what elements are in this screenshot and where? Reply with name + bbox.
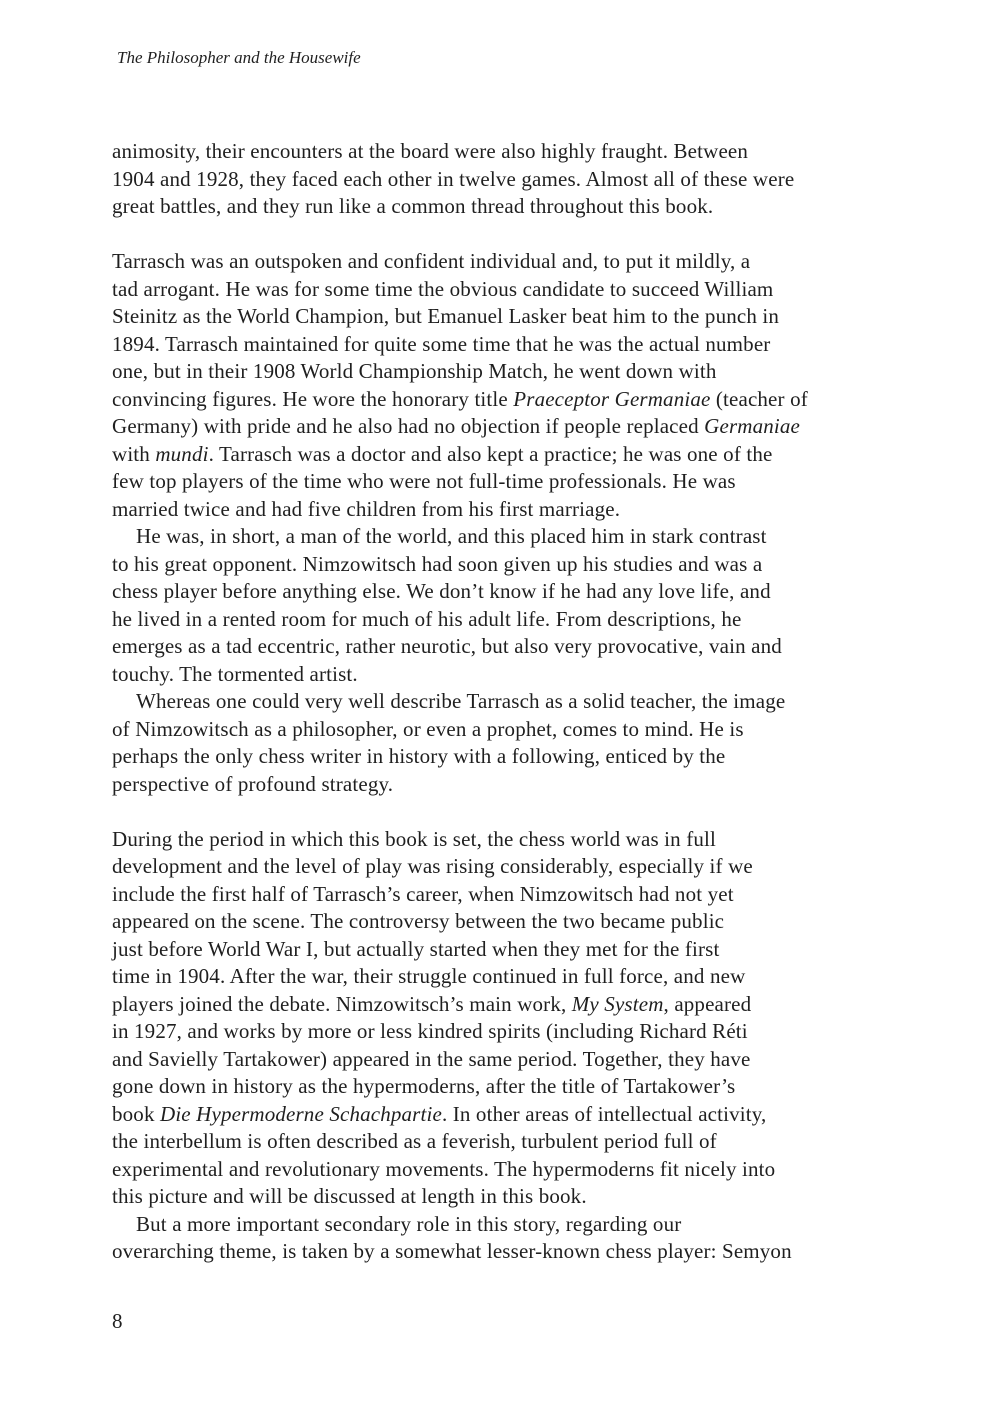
text-segment: 1904 and 1928, they faced each other in twelve games. Almost all of these were [112,166,795,191]
text-segment: players joined the debate. Nimzowitsch’s main work, [112,991,572,1016]
text-segment: time in 1904. After the war, their struggle continued in full force, and new [112,964,746,988]
text-segment: just before World War I, but actually started when they met for the first [112,936,720,961]
text-segment: animosity, their encounters at the board were also highly fraught. Between [112,139,749,163]
text-line [112,936,902,964]
text-line [112,1238,902,1266]
text-line [112,688,902,716]
text-segment: touchy. The tormented artist. [112,661,358,686]
text-segment: overarching theme, is taken by a somewhat lesser-known chess player: Semyon [112,1239,792,1263]
text-segment: few top players of the time who were not full-time professionals. He was [112,469,736,493]
text-line [112,963,902,991]
text-segment: of Nimzowitsch as a philosopher, or even a prophet, comes to mind. He is [112,716,744,741]
text-segment: with [112,441,156,466]
text-line [112,468,902,496]
text-line [112,1073,902,1101]
text-segment: (teacher of [710,386,808,411]
text-segment: great battles, and they run like a common thread throughout this book. [112,194,714,218]
text-segment: convincing figures. He wore the honorary title [112,386,514,411]
text-segment: book [112,1101,160,1126]
text-segment: to his great opponent. Nimzowitsch had soon given up his studies and was a [112,551,763,576]
text-segment: Germany) with pride and he also had no objection if people replaced [112,414,705,438]
text-line [112,193,902,221]
text-line [112,166,902,194]
text-segment: During the period in which this book is set, the chess world was in full [112,826,716,851]
italic-text: Germaniae [704,414,801,438]
text-segment: this picture and will be discussed at length in this book. [112,1184,587,1208]
text-line [112,716,902,744]
text-segment: married twice and had five children from his first marriage. [112,496,621,521]
text-segment: in 1927, and works by more or less kindred spirits (including Richard Réti [112,1019,748,1043]
text-line [112,881,902,909]
italic-text: mundi [155,441,209,466]
text-segment: gone down in history as the hypermoderns, after the title of Tartakower’s [112,1074,736,1098]
paragraph-gap [112,221,902,249]
text-segment: But a more important secondary role in this story, regarding our [136,1211,682,1236]
text-line [112,606,902,634]
text-line [112,496,902,524]
paragraph-gap [112,798,902,826]
text-line [112,1046,902,1074]
text-line [112,633,902,661]
text-line [112,771,902,799]
text-segment: he lived in a rented room for much of his adult life. From descriptions, he [112,606,742,631]
text-segment: perspective of profound strategy. [112,771,394,796]
text-segment: Steinitz as the World Champion, but Emanuel Lasker beat him to the punch in [112,304,780,328]
text-line [112,661,902,689]
text-line [112,991,902,1019]
text-segment: Tarrasch was an outspoken and confident individual and, to put it mildly, a [112,249,751,273]
text-segment: , appeared [663,991,752,1016]
text-line [112,1183,902,1211]
text-line [112,551,902,579]
italic-text: My System [571,991,664,1016]
text-segment: tad arrogant. He was for some time the obvious candidate to succeed William [112,276,774,301]
text-line [112,276,902,304]
text-line [112,523,902,551]
text-segment: perhaps the only chess writer in history with a following, enticed by the [112,744,726,768]
text-segment: experimental and revolutionary movements. The hypermoderns fit nicely into [112,1156,776,1181]
text-line [112,358,902,386]
body-text [112,138,902,1266]
text-line [112,826,902,854]
text-segment: 1894. Tarrasch maintained for quite some time that he was the actual number [112,331,771,356]
text-line [112,248,902,276]
text-line [112,743,902,771]
text-line [112,908,902,936]
text-line [112,1128,902,1156]
text-line [112,578,902,606]
page-number: 8 [112,1309,123,1333]
text-line [112,303,902,331]
italic-text: Praeceptor Germaniae [513,386,711,411]
text-segment: chess player before anything else. We don’t know if he had any love life, and [112,579,771,603]
text-line [112,386,902,414]
text-line [112,413,902,441]
text-segment: and Savielly Tartakower) appeared in the same period. Together, they have [112,1046,751,1071]
text-segment: Whereas one could very well describe Tarrasch as a solid teacher, the image [136,689,786,713]
text-segment: development and the level of play was rising considerably, especially if we [112,854,753,878]
text-line [112,853,902,881]
text-segment: . In other areas of intellectual activity, [441,1101,767,1126]
text-line [112,441,902,469]
text-segment: . Tarrasch was a doctor and also kept a practice; he was one of the [208,441,773,466]
text-line [112,1018,902,1046]
running-head: The Philosopher and the Housewife [117,48,361,67]
text-segment: emerges as a tad eccentric, rather neurotic, but also very provocative, vain and [112,634,782,658]
text-segment: the interbellum is often described as a feverish, turbulent period full of [112,1129,717,1153]
text-segment: include the first half of Tarrasch’s career, when Nimzowitsch had not yet [112,881,734,906]
text-segment: one, but in their 1908 World Championship Match, he went down with [112,359,717,383]
text-line [112,1211,902,1239]
italic-text: Die Hypermoderne Schachpartie [160,1101,442,1126]
text-segment: appeared on the scene. The controversy between the two became public [112,909,725,933]
text-segment: He was, in short, a man of the world, and this placed him in stark contrast [136,524,767,548]
text-line [112,138,902,166]
text-line [112,331,902,359]
text-line [112,1156,902,1184]
text-line [112,1101,902,1129]
